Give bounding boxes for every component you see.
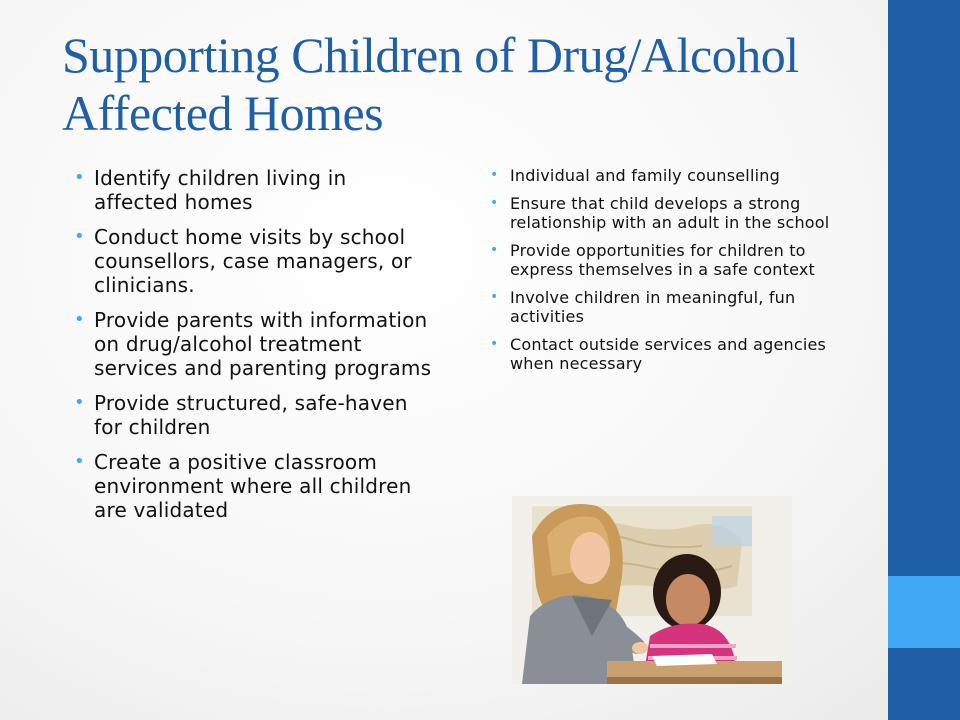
left-bullet-item: • Provide structured, safe-haven for children	[74, 391, 434, 439]
left-bullet-item: • Create a positive classroom environment where all children are validated	[74, 450, 434, 522]
right-bullet-item: • Ensure that child develops a strong relationship with an adult in the school	[490, 194, 850, 232]
right-bullet-item: • Individual and family counselling	[490, 166, 850, 185]
right-bullet-item: • Contact outside services and agencies when necessary	[490, 335, 850, 373]
right-bullet-list	[490, 166, 850, 382]
right-bullet-item: • Involve children in meaningful, fun activities	[490, 288, 850, 326]
left-bullet-list	[74, 166, 434, 533]
left-bullet-item: • Identify children living in affected homes	[74, 166, 434, 214]
teacher-and-student-photo	[512, 496, 792, 684]
slide-title: Supporting Children of Drug/Alcohol Affected Homes	[62, 27, 799, 141]
right-bullet-item: • Provide opportunities for children to express themselves in a safe context	[490, 241, 850, 279]
sidebar-accent-block	[888, 576, 960, 648]
left-bullet-item: • Conduct home visits by school counsellors, case managers, or clinicians.	[74, 225, 434, 297]
left-bullet-item: • Provide parents with information on drug/alcohol treatment services and parenting programs	[74, 308, 434, 380]
